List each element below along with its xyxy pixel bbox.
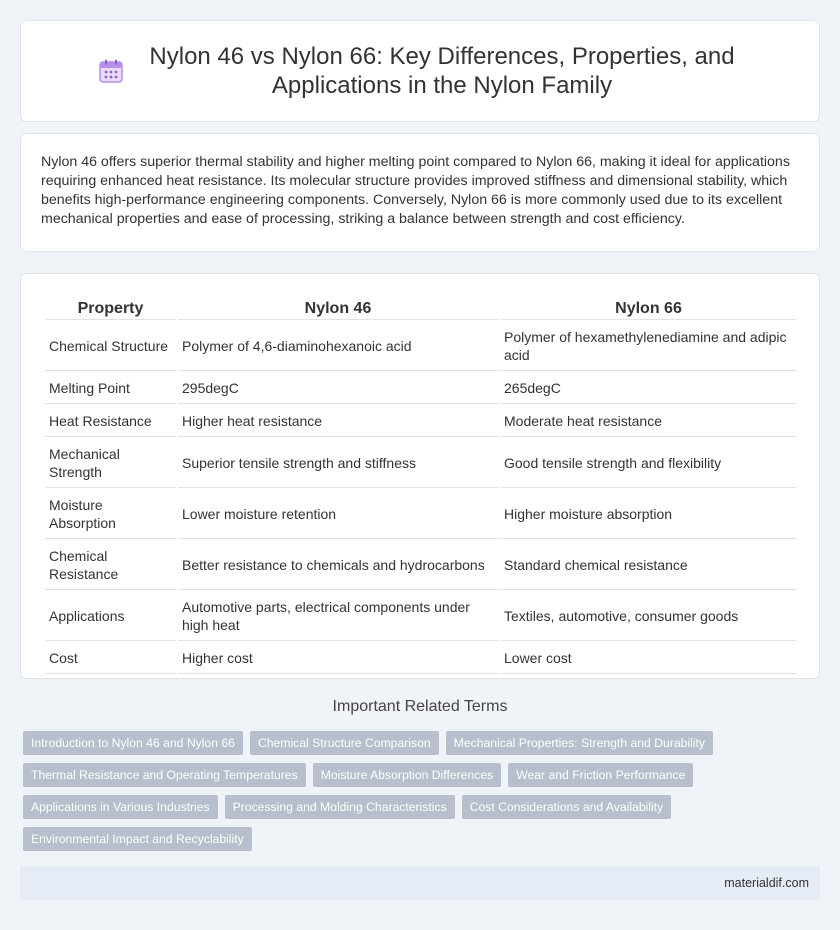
related-term-tag[interactable]: Moisture Absorption Differences bbox=[313, 763, 502, 787]
nylon-46-cell: Superior tensile strength and stiffness bbox=[178, 439, 498, 488]
property-cell: Mechanical Strength bbox=[45, 439, 176, 488]
related-term-tag[interactable]: Processing and Molding Characteristics bbox=[225, 795, 455, 819]
related-terms-heading: Important Related Terms bbox=[332, 698, 508, 715]
nylon-46-cell: Better resistance to chemicals and hydrocarbons bbox=[178, 541, 498, 590]
related-term-tag[interactable]: Wear and Friction Performance bbox=[508, 763, 693, 787]
table-row bbox=[45, 322, 797, 371]
property-cell: Applications bbox=[45, 592, 176, 641]
header-nylon-46: Nylon 46 bbox=[178, 298, 498, 320]
related-terms-list bbox=[23, 731, 813, 851]
nylon-46-cell: Lower moisture retention bbox=[178, 490, 498, 539]
footer-site-name[interactable]: materialdif.com bbox=[724, 876, 809, 890]
table-row bbox=[45, 643, 797, 674]
nylon-46-cell: Polymer of 4,6-diaminohexanoic acid bbox=[178, 322, 498, 371]
page-title: Nylon 46 vs Nylon 66: Key Differences, Properties, and Applications in the Nylon Family bbox=[149, 43, 735, 99]
related-term-tag[interactable]: Thermal Resistance and Operating Temperatures bbox=[23, 763, 306, 787]
property-cell: Chemical Structure bbox=[45, 322, 176, 371]
property-cell: Melting Point bbox=[45, 373, 176, 404]
nylon-66-cell: Moderate heat resistance bbox=[500, 406, 797, 437]
property-cell: Chemical Resistance bbox=[45, 541, 176, 590]
footer bbox=[20, 866, 820, 900]
table-row bbox=[45, 439, 797, 488]
table-row bbox=[45, 592, 797, 641]
calendar-icon bbox=[98, 58, 124, 84]
nylon-46-cell: Higher heat resistance bbox=[178, 406, 498, 437]
property-cell: Cost bbox=[45, 643, 176, 674]
related-term-tag[interactable]: Introduction to Nylon 46 and Nylon 66 bbox=[23, 731, 243, 755]
related-term-tag[interactable]: Applications in Various Industries bbox=[23, 795, 218, 819]
related-term-tag[interactable]: Chemical Structure Comparison bbox=[250, 731, 439, 755]
table-row bbox=[45, 541, 797, 590]
property-cell: Heat Resistance bbox=[45, 406, 176, 437]
table-row bbox=[45, 373, 797, 404]
nylon-46-cell: Automotive parts, electrical components under high heat bbox=[178, 592, 498, 641]
comparison-table bbox=[43, 296, 799, 676]
intro-card bbox=[20, 133, 820, 252]
related-term-tag[interactable]: Mechanical Properties: Strength and Durability bbox=[446, 731, 713, 755]
header-property: Property bbox=[45, 298, 176, 320]
nylon-66-cell: Polymer of hexamethylenediamine and adipic acid bbox=[500, 322, 797, 371]
header-nylon-66: Nylon 66 bbox=[500, 298, 797, 320]
property-cell: Moisture Absorption bbox=[45, 490, 176, 539]
nylon-66-cell: Textiles, automotive, consumer goods bbox=[500, 592, 797, 641]
comparison-table-card bbox=[20, 273, 820, 679]
nylon-66-cell: Lower cost bbox=[500, 643, 797, 674]
table-row bbox=[45, 490, 797, 539]
related-term-tag[interactable]: Cost Considerations and Availability bbox=[462, 795, 672, 819]
nylon-46-cell: Higher cost bbox=[178, 643, 498, 674]
intro-paragraph: Nylon 46 offers superior thermal stability and higher melting point compared to Nylon 66, making it ideal for applications requiring enhanced heat resistance. Its molecular structure provides improved stiffness and dimensional stability, which benefits high-performance engineering components. Conversely, Nylon 66 is more commonly used due to its excellent mechanical properties and ease of processing, striking a balance between strength and cost efficiency. bbox=[41, 154, 790, 227]
table-row bbox=[45, 406, 797, 437]
title-card bbox=[20, 20, 820, 122]
nylon-66-cell: Standard chemical resistance bbox=[500, 541, 797, 590]
related-term-tag[interactable]: Environmental Impact and Recyclability bbox=[23, 827, 252, 851]
nylon-66-cell: Higher moisture absorption bbox=[500, 490, 797, 539]
nylon-66-cell: Good tensile strength and flexibility bbox=[500, 439, 797, 488]
nylon-46-cell: 295degC bbox=[178, 373, 498, 404]
table-header-row bbox=[45, 298, 797, 320]
nylon-66-cell: 265degC bbox=[500, 373, 797, 404]
